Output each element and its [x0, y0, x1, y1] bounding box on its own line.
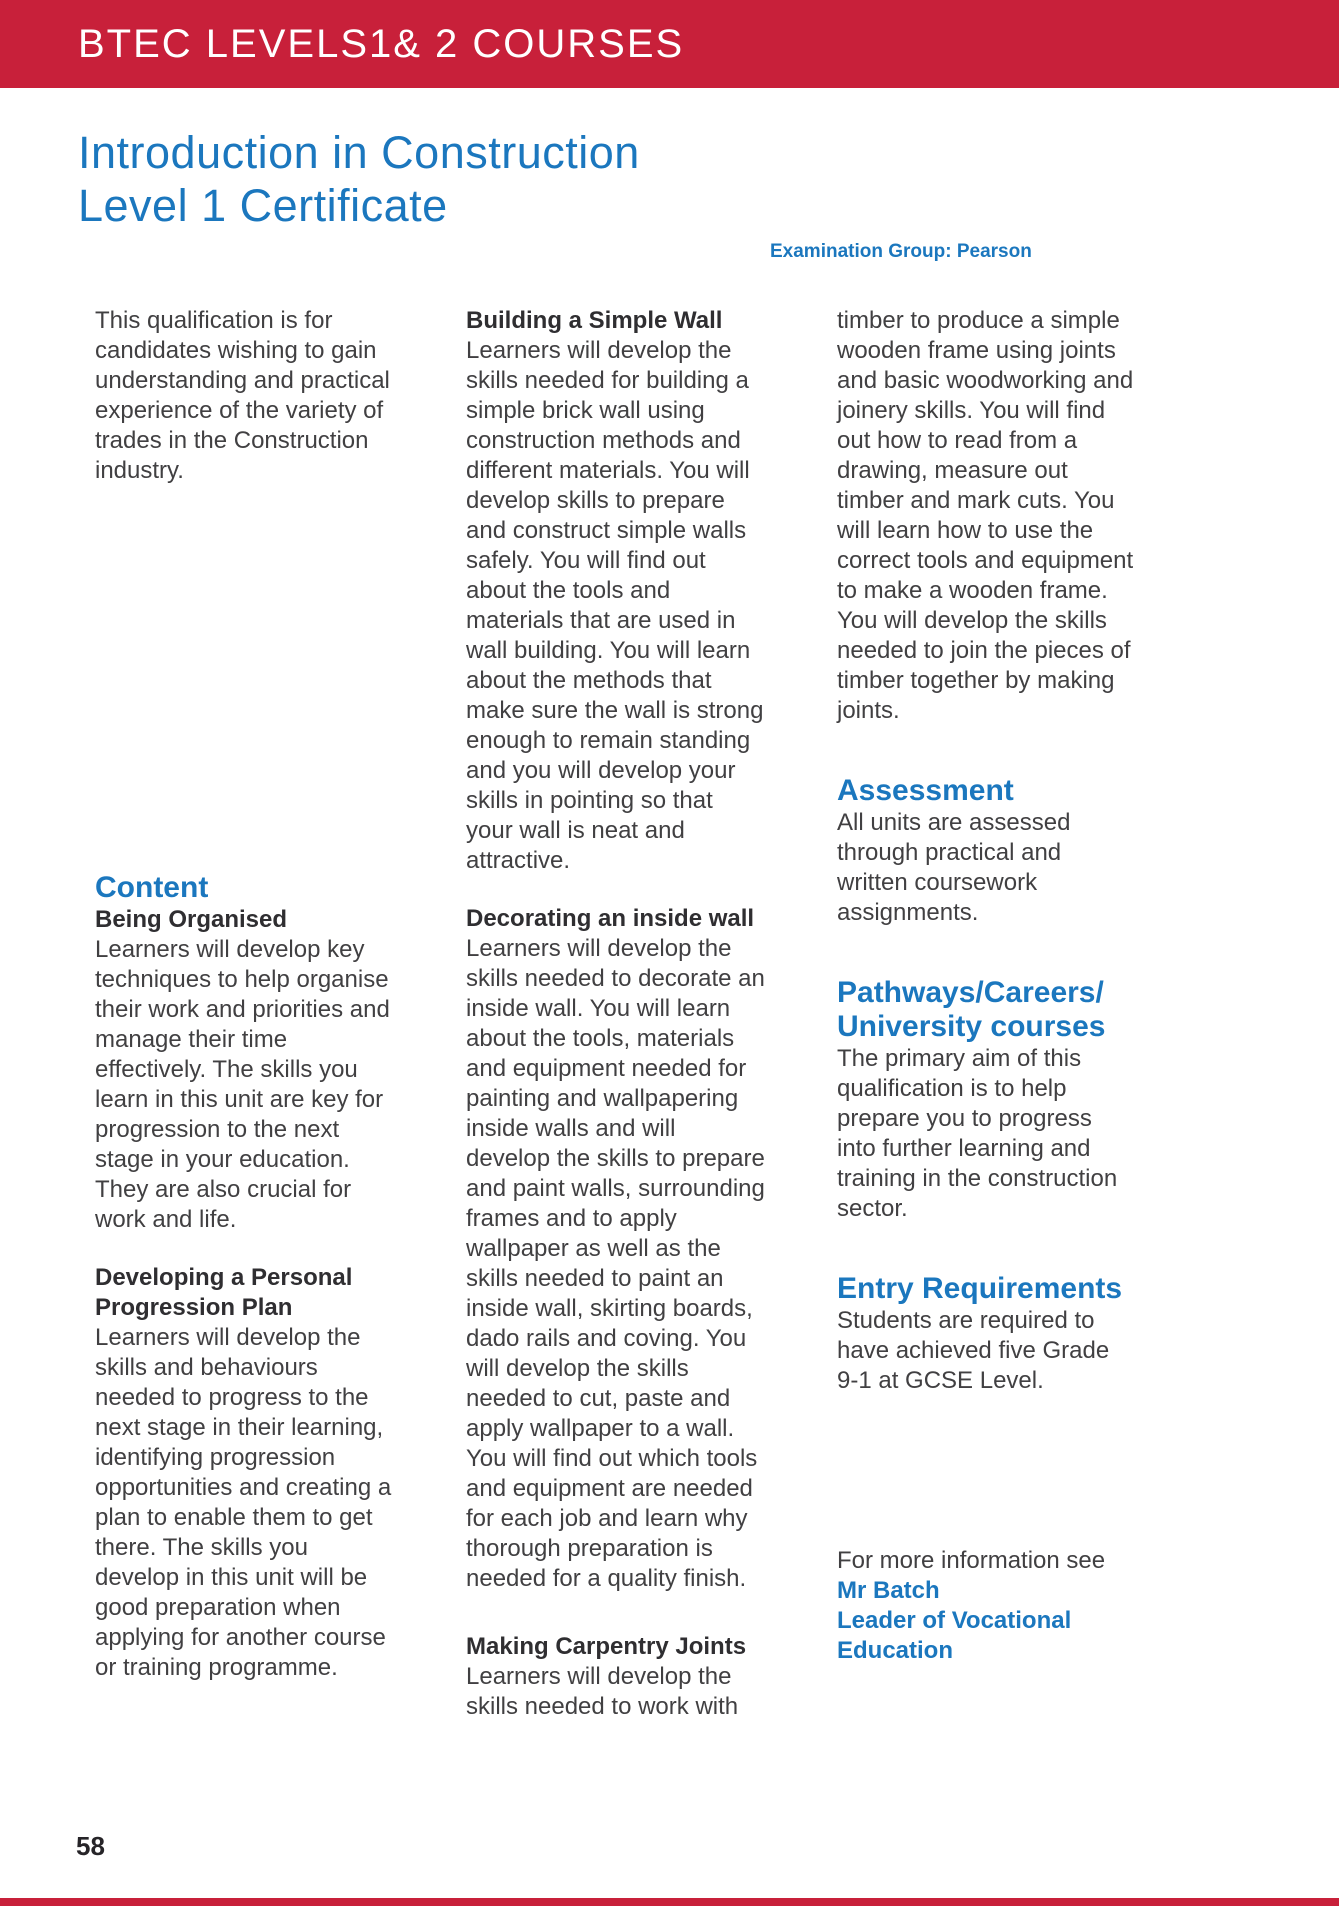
course-title	[78, 126, 640, 232]
pathways-heading-line1: Pathways/Careers/	[837, 976, 1104, 1009]
progression-plan-heading: Developing a Personal Progression Plan	[95, 1264, 353, 1321]
carpentry-joints-paragraph: Learners will develop the skills needed to work with	[466, 1663, 739, 1720]
header-title: BTEC LEVELS1& 2 COURSES	[78, 22, 685, 66]
carpentry-joints-heading: Making Carpentry Joints	[466, 1633, 747, 1660]
assessment-heading: Assessment	[837, 774, 1014, 807]
column-3	[837, 306, 1137, 1722]
content-columns	[95, 306, 1137, 1722]
decorating-wall-paragraph: Learners will develop the skills needed to decorate an inside wall. You will learn about the tools, materials and equipment needed for painting and wallpapering inside walls and will develop the skills to prepare and paint walls, surrounding frames and to apply wallpaper as well as the skills needed to paint an inside wall, skirting boards, dado rails and coving. You will develop the skills needed to cut, paste and apply wallpaper to a wall. You will find out which tools and equipment are needed for each job and learn why thorough preparation is needed for a quality finish.	[466, 935, 765, 1592]
column-1	[95, 306, 395, 1722]
course-title-line1: Introduction in Construction	[78, 127, 640, 178]
pathways-paragraph: The primary aim of this qualification is to help prepare you to progress into further learning and training in the construction sector.	[837, 1045, 1118, 1222]
building-wall-heading: Building a Simple Wall	[466, 307, 723, 334]
being-organised-heading: Being Organised	[95, 906, 288, 933]
entry-requirements-paragraph: Students are required to have achieved five Grade 9-1 at GCSE Level.	[837, 1307, 1110, 1394]
progression-plan-paragraph: Learners will develop the skills and behaviours needed to progress to the next stage in their learning, identifying progression opportunities and creating a plan to enable them to get there. The skills you develop in this unit will be good preparation when applying for another course or training programme.	[95, 1324, 392, 1681]
contact-name: Mr Batch	[837, 1577, 940, 1604]
pathways-heading	[837, 976, 1137, 1044]
column-2	[466, 306, 766, 1722]
building-wall-paragraph: Learners will develop the skills needed for building a simple brick wall using construction methods and different materials. You will develop skills to prepare and construct simple walls safely. You will find out about the tools and materials that are used in wall building. You will learn about the methods that make sure the wall is strong enough to remain standing and you will develop your skills in pointing so that your wall is neat and attractive.	[466, 337, 764, 874]
contact-block	[837, 1546, 1137, 1666]
footer-bar	[0, 1898, 1339, 1906]
intro-paragraph: This qualification is for candidates wishing to gain understanding and practical experience of the variety of trades in the Construction industry.	[95, 307, 390, 484]
entry-requirements-heading: Entry Requirements	[837, 1272, 1123, 1305]
contact-role-line2: Education	[837, 1637, 954, 1664]
being-organised-paragraph: Learners will develop key techniques to help organise their work and priorities and manage their time effectively. The skills you learn in this unit are key for progression to the next stage in your education. They are also crucial for work and life.	[95, 936, 390, 1233]
header-bar	[0, 0, 1339, 88]
decorating-wall-heading: Decorating an inside wall	[466, 905, 755, 932]
exam-group-label: Examination Group: Pearson	[770, 241, 1032, 262]
pathways-heading-line2: University courses	[837, 1010, 1106, 1043]
course-title-line2: Level 1 Certificate	[78, 180, 448, 231]
contact-role-line1: Leader of Vocational	[837, 1607, 1072, 1634]
page-number: 58	[76, 1831, 105, 1861]
content-heading: Content	[95, 871, 209, 904]
carpentry-joints-continuation-paragraph: timber to produce a simple wooden frame using joints and basic woodworking and joinery skills. You will find out how to read from a drawing, measure out timber and mark cuts. You will learn how to use the correct tools and equipment to make a wooden frame. You will develop the skills needed to join the pieces of timber together by making joints.	[837, 307, 1134, 724]
assessment-paragraph: All units are assessed through practical and written coursework assignments.	[837, 809, 1071, 926]
more-info-text: For more information see	[837, 1547, 1106, 1574]
